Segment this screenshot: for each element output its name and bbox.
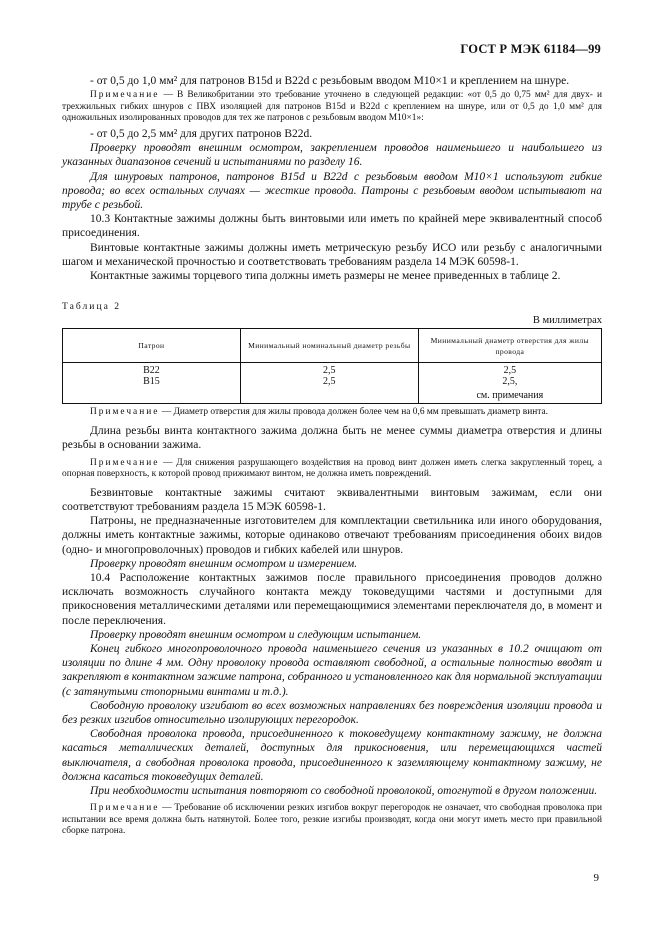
table-cell: 2,5 2,5,	[418, 363, 601, 389]
note	[62, 458, 602, 481]
table-cell: 2,5 2,5	[240, 363, 418, 389]
table-header-cell: Минимальный диаметр отверстия для жилы провода	[418, 329, 601, 363]
note-label: Примечание	[90, 457, 160, 468]
note-text: — В Великобритании это требование уточнено в следующей редакции: «от 0,5 до 0,75 мм² для двух- и трехжильных гибких шнуров с ПВХ изоляцией для патронов B15d и B22d с креплением на шнуре, или от 0,5 до 1,0 мм² для одножильных изолированных проводов для тех же патронов с резьбовым вводом M10×1»:	[62, 90, 602, 124]
page-body	[62, 40, 602, 838]
paragraph-italic: Проверку проводят внешним осмотром и измерением.	[90, 557, 358, 570]
paragraph-italic: Свободная проволока провода, присоединенного к токоведущему контактному зажиму, не должна касаться металлических деталей, доступных для прикосновения, или перемещающихся частей выключателя, а свободная проволока провода, присоединенного к заземляющему контактному зажиму, не должна касаться токоведущих деталей.	[62, 728, 602, 783]
table-cell	[240, 389, 418, 403]
paragraph: - от 0,5 до 2,5 мм² для других патронов B22d.	[90, 127, 313, 140]
paragraph-italic: Свободную проволоку изгибают во всех возможных направлениях без повреждения изоляции провода и без резких изгибов относительно изолирующих перегородок.	[62, 699, 602, 727]
page-number: 9	[593, 872, 599, 884]
table-header-cell: Патрон	[63, 329, 241, 363]
table-unit: В миллиметрах	[532, 315, 602, 327]
section-10-3: 10.3 Контактные зажимы должны быть винтовыми или иметь по крайней мере эквивалентный способ присоединения.	[62, 213, 602, 240]
table-header-cell: Минимальный номинальный диаметр резьбы	[240, 329, 418, 363]
table-2	[62, 328, 602, 403]
section-10-4: 10.4 Расположение контактных зажимов после правильного присоединения проводов должно исключать возможность случайного контакта между токоведущими частями и доступными для прикосновения металлическими деталями или перемещающимися элементами переключателя до, в момент и после переключения.	[62, 572, 602, 627]
paragraph: Винтовые контактные зажимы должны иметь метрическую резьбу ИСО или резьбу с аналогичными шагом и механической прочностью и соответствовать требованиям раздела 14 МЭК 60598-1.	[62, 241, 602, 268]
paragraph: Контактные зажимы торцевого типа должны иметь размеры не менее приведенных в таблице 2.	[90, 270, 561, 283]
paragraph-italic: Проверку проводят внешним осмотром, закреплением проводов наименьшего и наибольшего из указанных диапазонов сечений и испытаниями по разделу 16.	[62, 142, 602, 169]
table-caption: Таблица 2	[62, 301, 122, 313]
note-text: — Требование об исключении резких изгибов вокруг перегородок не означает, что свободная проволока при испытании все время должна быть натянутой. Более того, резкие изгибы производят, когда они могут иметь место при правильной сборке патрона.	[62, 803, 602, 837]
paragraph: Патроны, не предназначенные изготовителем для комплектации светильника или иного оборудования, должны иметь контактные зажимы, которые одинаково отвечают требованиям присоединения обоих видов (одно- и многопроволочных) проводов и гибких кабелей или шнуров.	[62, 515, 602, 556]
paragraph: Длина резьбы винта контактного зажима должна быть не менее суммы диаметра отверстия и длины резьбы в основании зажима.	[62, 425, 602, 452]
table-row	[63, 389, 602, 403]
table-cell: B22 B15	[63, 363, 241, 389]
note	[62, 803, 602, 838]
note-label: Примечание	[90, 90, 160, 101]
document-header: ГОСТ Р МЭК 61184—99	[460, 42, 601, 56]
table-row	[63, 363, 602, 389]
paragraph: - от 0,5 до 1,0 мм² для патронов B15d и B22d с резьбовым вводом M10×1 и креплением на шнуре.	[90, 75, 570, 87]
table-cell	[63, 389, 241, 403]
note-label: Примечание	[90, 406, 160, 417]
note	[62, 90, 602, 125]
paragraph-italic: При необходимости испытания повторяют со свободной проволокой, отогнутой в другом положении.	[90, 785, 598, 798]
paragraph-italic: Конец гибкого многопроволочного провода наименьшего сечения из указанных в 10.2 очищают от изоляции по длине 4 мм. Одну проволоку провода оставляют свободной, а остальные полностью вводят и закрепляют в контактном зажиме патрона, собранного и установленного как для нормальной эксплуатации (с затянутыми стопорными винтами и т.д.).	[62, 643, 602, 698]
paragraph: Безвинтовые контактные зажимы считают эквивалентными винтовым зажимам, если они соответствуют требованиям раздела 15 МЭК 60598-1.	[62, 486, 602, 513]
note-text: — Диаметр отверстия для жилы провода должен более чем на 0,6 мм превышать диаметр винта.	[159, 406, 548, 417]
note	[62, 407, 602, 419]
note-label: Примечание	[90, 803, 160, 814]
paragraph-italic: Для шнуровых патронов, патронов B15d и B22d с резьбовым вводом M10×1 используют гибкие провода; во всех остальных случаях — жесткие провода. Патроны с резьбовым вводом испытывают на трубе с резьбой.	[62, 170, 602, 211]
paragraph-italic: Проверку проводят внешним осмотром и следующим испытанием.	[90, 628, 422, 641]
table-cell: см. примечания	[418, 389, 601, 403]
note-text: — Для снижения разрушающего воздействия на провод винт должен иметь слегка закругленный торец, а опорная поверхность, к которой провод прижимают винтом, не должна иметь повреждений.	[62, 457, 602, 480]
